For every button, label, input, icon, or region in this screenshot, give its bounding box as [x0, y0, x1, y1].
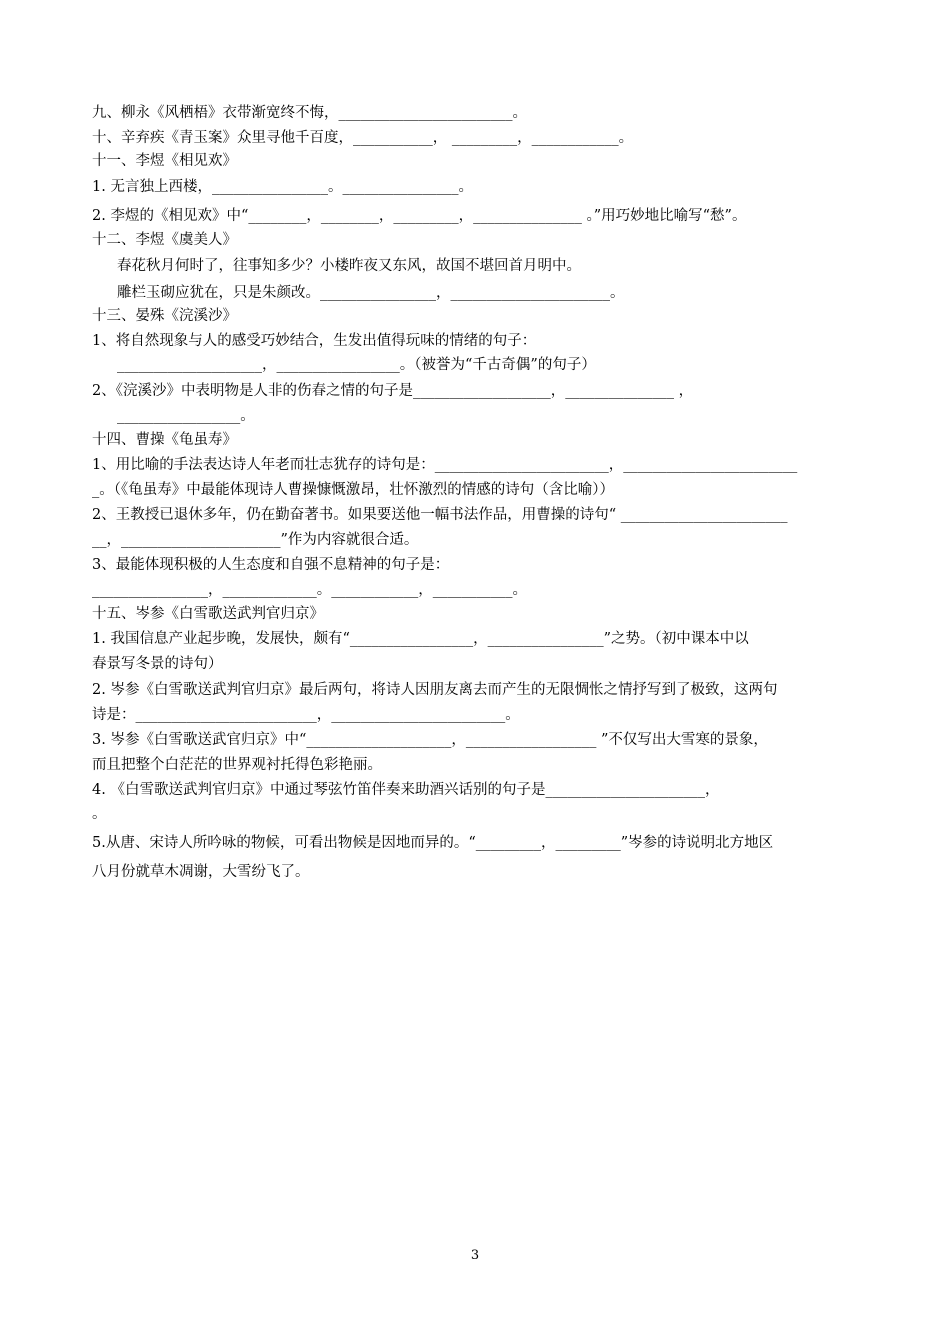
section-14-q2: 2、王教授已退休多年，仍在勤奋著书。如果要送他一幅书法作品，用曹操的诗句“ _______________________: [92, 507, 788, 523]
section-15-q2-cont: 诗是：_________________________，________________________。: [92, 707, 520, 723]
section-14-q1: 1、用比喻的手法表达诗人年老而壮志犹存的诗句是：________________________，________________________: [92, 457, 798, 473]
section-15-q5: 5.从唐、宋诗人所吟咏的物候，可看出物候是因地而异的。“_________，_________”岑参的诗说明北方地区: [92, 835, 774, 851]
page-number: 3: [470, 1248, 480, 1263]
section-15-heading: 十五、岑参《白雪歌送武判官归京》: [92, 606, 324, 622]
section-14-heading: 十四、曹操《龟虽寿》: [92, 432, 237, 448]
section-13-q2-cont: _________________。: [117, 408, 255, 424]
section-15-q4-cont: 。: [92, 806, 107, 822]
section-14-q3: 3、最能体现积极的人生态度和自强不息精神的句子是：: [92, 557, 450, 573]
section-13-q2: 2、《浣溪沙》中表明物是人非的伤春之情的句子是___________________，_______________ ，: [92, 383, 694, 399]
section-15-q1-cont: 春景写冬景的诗句）: [92, 656, 223, 672]
section-13-heading: 十三、晏殊《浣溪沙》: [92, 308, 237, 324]
section-15-q3-cont: 而且把整个白茫茫的世界观衬托得色彩艳丽。: [92, 757, 382, 773]
section-14-q2-cont: __，______________________”作为内容就很合适。: [92, 532, 419, 548]
section-10-line: 十、辛弃疾《青玉案》众里寻他千百度，___________， _________，____________。: [92, 130, 634, 146]
section-14-q3-answer: ________________，_____________。____________，___________。: [92, 582, 527, 598]
section-13-q1-answer: ____________________，_________________。（被誉为“千古奇偶”的句子）: [117, 357, 596, 373]
section-12-poem-line1: 春花秋月何时了，往事知多少？小楼昨夜又东风，故国不堪回首月明中。: [117, 258, 581, 274]
section-11-q1: 1. 无言独上西楼，________________。________________。: [92, 179, 473, 195]
section-15-q4: 4. 《白雪歌送武判官归京》中通过琴弦竹笛伴奏来助酒兴话别的句子是______________________，: [92, 782, 720, 798]
section-15-q1: 1. 我国信息产业起步晚，发展快，颇有“_________________，________________”之势。（初中课本中以: [92, 631, 749, 647]
section-12-poem-line2: 雕栏玉砌应犹在，只是朱颜改。________________，______________________。: [117, 285, 625, 301]
section-15-q5-cont: 八月份就草木凋谢，大雪纷飞了。: [92, 864, 310, 880]
section-15-q3: 3. 岑参《白雪歌送武官归京》中“____________________，__________________ ”不仅写出大雪寒的景象，: [92, 732, 768, 748]
section-15-q2: 2. 岑参《白雪歌送武判官归京》最后两句，将诗人因朋友离去而产生的无限惆怅之情抒写到了极致，这两句: [92, 682, 778, 698]
section-9-line: 九、柳永《风栖梧》衣带渐宽终不悔，________________________。: [92, 105, 527, 121]
section-11-q2: 2. 李煜的《相见欢》中“________，________，_________，_______________ 。”用巧妙地比喻写“愁”。: [92, 208, 747, 224]
section-14-q1-cont: _。（《龟虽寿》中最能体现诗人曹操慷慨激昂，壮怀激烈的情感的诗句（含比喻））: [92, 482, 614, 498]
section-13-q1: 1、将自然现象与人的感受巧妙结合，生发出值得玩味的情绪的句子：: [92, 333, 537, 349]
section-11-heading: 十一、李煜《相见欢》: [92, 153, 237, 169]
section-12-heading: 十二、李煜《虞美人》: [92, 232, 237, 248]
